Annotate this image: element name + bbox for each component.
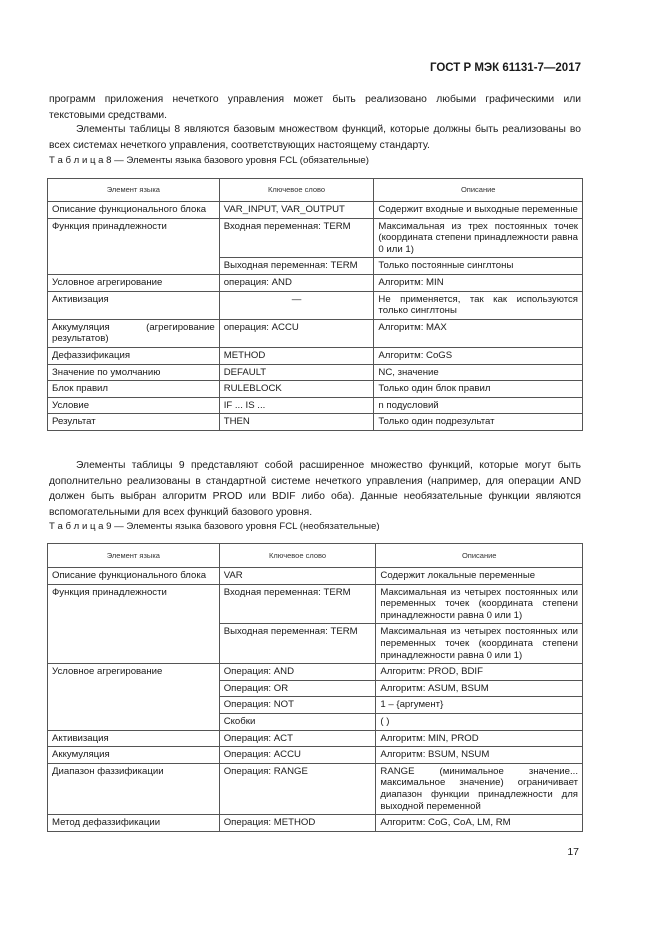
cell-description: Только один подрезультат: [374, 414, 583, 431]
cell-element: Блок правил: [48, 381, 220, 398]
cell-description: Алгоритм: PROD, BDIF: [376, 664, 583, 681]
table-9: [47, 543, 583, 832]
table-row: [48, 347, 583, 364]
cell-description: Алгоритм: BSUM, NSUM: [376, 747, 583, 764]
table-row: [48, 202, 583, 219]
cell-element: Диапазон фаззификации: [48, 763, 220, 814]
table-row: [48, 584, 583, 624]
document-header: ГОСТ Р МЭК 61131-7—2017: [429, 62, 581, 74]
column-header: Описание: [374, 179, 583, 202]
cell-keyword: Операция: NOT: [219, 697, 376, 714]
cell-keyword: Операция: ACCU: [219, 747, 376, 764]
cell-element: Аккумуляция: [48, 747, 220, 764]
cell-description: 1 – {аргумент}: [376, 697, 583, 714]
cell-description: Только один блок правил: [374, 381, 583, 398]
table-row: [48, 763, 583, 814]
cell-keyword: Входная переменная: TERM: [219, 584, 376, 624]
column-header: Ключевое слово: [219, 179, 374, 202]
column-header: Элемент языка: [48, 544, 220, 568]
cell-description: RANGE (минимальное значение... максимальное значение) ограничивает диапазон функции принадлежности для выходной переменной: [376, 763, 583, 814]
table-row: [48, 218, 583, 258]
cell-description: Содержит входные и выходные переменные: [374, 202, 583, 219]
cell-description: Алгоритм: CoG, CoA, LM, RM: [376, 815, 583, 832]
cell-element: Результат: [48, 414, 220, 431]
paragraph-1: программ приложения нечеткого управления может быть реализовано любыми графическими или текстовыми средствами.: [49, 94, 581, 121]
table-8: [47, 178, 583, 431]
cell-description: Максимальная из трех постоянных точек (координата степени принадлежности равна 0 или 1): [374, 218, 583, 258]
cell-element: Дефаззификация: [48, 347, 220, 364]
cell-element: Значение по умолчанию: [48, 364, 220, 381]
table-9-caption: Т а б л и ц а 9 — Элементы языка базового уровня FCL (необязательные): [49, 521, 380, 532]
table-header-row: [48, 179, 583, 202]
page-number: 17: [567, 846, 579, 858]
table-row: [48, 381, 583, 398]
cell-element: Метод дефаззификации: [48, 815, 220, 832]
paragraph-2: [49, 122, 581, 153]
cell-description: Алгоритм: MAX: [374, 319, 583, 347]
cell-keyword: VAR: [219, 568, 376, 585]
cell-keyword: Входная переменная: TERM: [219, 218, 374, 258]
cell-keyword: Операция: OR: [219, 680, 376, 697]
cell-description: Не применяется, так как используются только синглтоны: [374, 291, 583, 319]
table-row: [48, 364, 583, 381]
cell-element: Активизация: [48, 291, 220, 319]
paragraph-3: [49, 458, 581, 520]
cell-element: Описание функционального блока: [48, 568, 220, 585]
cell-description: NC, значение: [374, 364, 583, 381]
table-row: [48, 815, 583, 832]
cell-element: Условное агрегирование: [48, 274, 220, 291]
table-header-row: [48, 544, 583, 568]
cell-description: ( ): [376, 713, 583, 730]
cell-keyword: Выходная переменная: TERM: [219, 624, 376, 664]
cell-element: Функция принадлежности: [48, 584, 220, 664]
cell-description: Алгоритм: ASUM, BSUM: [376, 680, 583, 697]
cell-keyword: VAR_INPUT, VAR_OUTPUT: [219, 202, 374, 219]
cell-element: Условие: [48, 397, 220, 414]
cell-keyword: —: [219, 291, 374, 319]
cell-element: Активизация: [48, 730, 220, 747]
cell-description: Алгоритм: CoGS: [374, 347, 583, 364]
cell-element: Функция принадлежности: [48, 218, 220, 274]
cell-keyword: Операция: RANGE: [219, 763, 376, 814]
cell-keyword: METHOD: [219, 347, 374, 364]
paragraph-3-text: Элементы таблицы 9 представляют собой расширенное множество функций, которые могут быть дополнительно реализованы в стандартной системе нечеткого управления (например, для операции AND должен быть выбран алгоритм PROD или BDIF либо оба). Данные необязательные функции являются вспомогательными для всех функций базового уровня.: [49, 460, 581, 518]
table-row: [48, 274, 583, 291]
cell-description: Алгоритм: MIN, PROD: [376, 730, 583, 747]
cell-keyword: Операция: METHOD: [219, 815, 376, 832]
cell-description: Только постоянные синглтоны: [374, 258, 583, 275]
cell-keyword: операция: AND: [219, 274, 374, 291]
table-row: [48, 414, 583, 431]
cell-keyword: IF ... IS ...: [219, 397, 374, 414]
table-8-caption: Т а б л и ц а 8 — Элементы языка базового уровня FCL (обязательные): [49, 155, 369, 166]
cell-keyword: Операция: AND: [219, 664, 376, 681]
column-header: Описание: [376, 544, 583, 568]
table-row: [48, 397, 583, 414]
paragraph-2-text: Элементы таблицы 8 являются базовым множеством функций, которые должны быть реализованы во всех системах нечеткого управления, соответствующих настоящему стандарту.: [49, 124, 581, 151]
cell-keyword: DEFAULT: [219, 364, 374, 381]
cell-description: Максимальная из четырех постоянных или переменных точек (координата степени принадлежности равна 0 или 1): [376, 584, 583, 624]
cell-keyword: THEN: [219, 414, 374, 431]
cell-description: Содержит локальные переменные: [376, 568, 583, 585]
table-row: [48, 319, 583, 347]
column-header: Элемент языка: [48, 179, 220, 202]
cell-keyword: RULEBLOCK: [219, 381, 374, 398]
table-row: [48, 291, 583, 319]
cell-element: Аккумуляция (агрегирование результатов): [48, 319, 220, 347]
cell-keyword: Операция: ACT: [219, 730, 376, 747]
column-header: Ключевое слово: [219, 544, 376, 568]
cell-keyword: Скобки: [219, 713, 376, 730]
table-row: [48, 568, 583, 585]
cell-description: n подусловий: [374, 397, 583, 414]
cell-keyword: Выходная переменная: TERM: [219, 258, 374, 275]
cell-element: Условное агрегирование: [48, 664, 220, 730]
cell-description: Алгоритм: MIN: [374, 274, 583, 291]
cell-element: Описание функционального блока: [48, 202, 220, 219]
table-row: [48, 730, 583, 747]
table-row: [48, 664, 583, 681]
cell-description: Максимальная из четырех постоянных или переменных точек (координата степени принадлежности равна 0 или 1): [376, 624, 583, 664]
table-row: [48, 747, 583, 764]
cell-keyword: операция: ACCU: [219, 319, 374, 347]
